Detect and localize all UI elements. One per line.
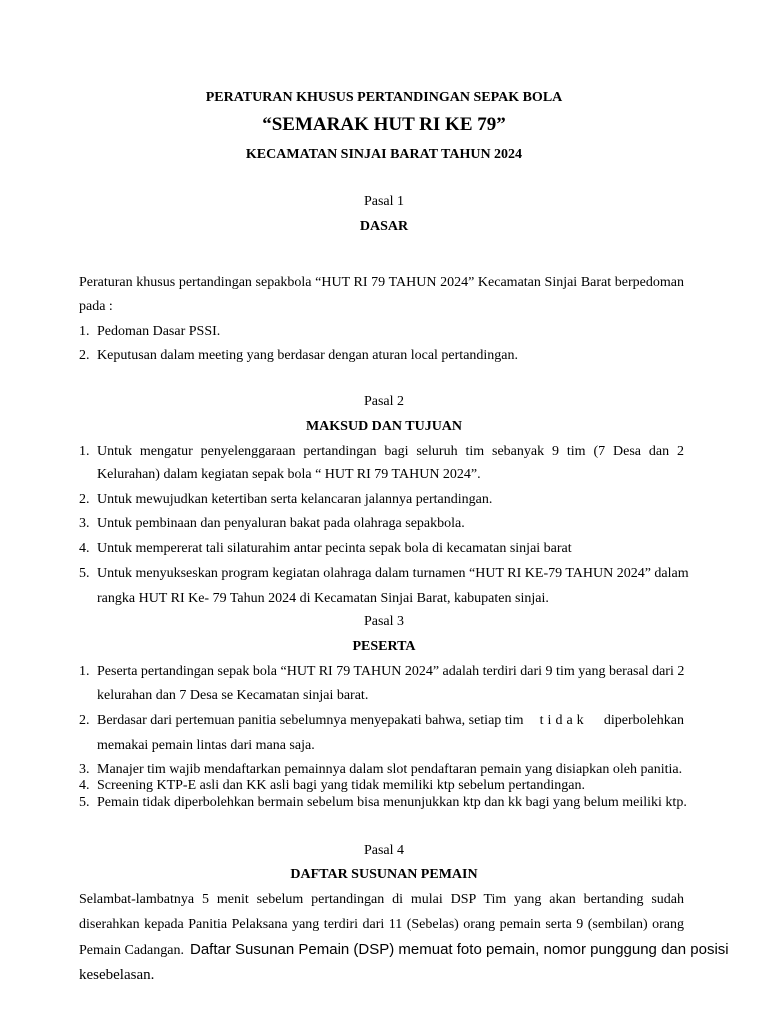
pasal-3-item-5-number: 5. [79, 795, 90, 810]
pasal-3-number: Pasal 3 [363, 614, 405, 629]
pasal-4-line-2: diserahkan kepada Panitia Pelaksana yang terdiri dari 11 (Sebelas) orang pemain serta 9 (sembilan) orang [79, 917, 684, 932]
pasal-2-item-5-number: 5. [79, 566, 90, 581]
pasal-3-item-2-line-1 [97, 713, 684, 729]
pasal-4-line-1: Selambat-lambatnya 5 menit sebelum pertandingan di mulai DSP Tim yang akan bertanding sudah [79, 892, 684, 907]
pasal-3-item-1-line-1: Peserta pertandingan sepak bola “HUT RI 79 TAHUN 2024” adalah terdiri dari 9 tim yang berasal dari 2 [97, 664, 685, 679]
pasal-1-item-2-number: 2. [79, 348, 90, 363]
pasal-2-item-2-number: 2. [79, 492, 90, 507]
pasal-2-item-1-number: 1. [79, 444, 90, 459]
pasal-3-item-3-text: Manajer tim wajib mendaftarkan pemainnya dalam slot pendaftaran pemain yang disiapkan oleh panitia. [97, 762, 683, 777]
pasal-1-intro-line-2: pada : [79, 299, 113, 314]
pasal-2-number: Pasal 2 [363, 394, 405, 409]
pasal-3-heading: PESERTA [352, 639, 416, 654]
pasal-1-intro-line-1: Peraturan khusus pertandingan sepakbola “HUT RI 79 TAHUN 2024” Kecamatan Sinjai Barat berpedoman [79, 275, 684, 290]
pasal-2-item-5-line-1: Untuk menyukseskan program kegiatan olahraga dalam turnamen “HUT RI KE-79 TAHUN 2024” dalam [97, 566, 689, 581]
pasal-3-item-5-text: Pemain tidak diperbolehkan bermain sebelum bisa menunjukkan ktp dan kk bagi yang belum meiliki ktp. [97, 795, 687, 810]
pasal-4-line-3-a: Pemain Cadangan. [79, 943, 184, 958]
pasal-4-line-3-b: Daftar Susunan Pemain (DSP) memuat foto pemain, nomor punggung dan posisi [189, 941, 729, 958]
document-title: PERATURAN KHUSUS PERTANDINGAN SEPAK BOLA [205, 90, 563, 105]
pasal-1-number: Pasal 1 [363, 194, 405, 209]
pasal-2-item-5-line-2: rangka HUT RI Ke- 79 Tahun 2024 di Kecamatan Sinjai Barat, kabupaten sinjai. [97, 591, 549, 606]
pasal-4-line-4: kesebelasan. [79, 967, 155, 983]
pasal-3-item-1-line-2: kelurahan dan 7 Desa se Kecamatan sinjai barat. [97, 688, 369, 703]
pasal-4-heading: DAFTAR SUSUNAN PEMAIN [290, 867, 478, 882]
pasal-3-item-2-text-c: diperbolehkan [603, 713, 684, 728]
document-subtitle: KECAMATAN SINJAI BARAT TAHUN 2024 [245, 147, 523, 162]
pasal-2-heading: MAKSUD DAN TUJUAN [305, 419, 463, 434]
pasal-2-item-4-number: 4. [79, 541, 90, 556]
pasal-3-item-2-text-emphasis: tidak [539, 713, 588, 728]
pasal-1-item-2-text: Keputusan dalam meeting yang berdasar dengan aturan local pertandingan. [97, 348, 519, 363]
pasal-3-item-2-line-2: memakai pemain lintas dari mana saja. [97, 738, 315, 753]
pasal-2-item-3-text: Untuk pembinaan dan penyaluran bakat pada olahraga sepakbola. [97, 516, 465, 531]
pasal-3-item-4-text: Screening KTP-E asli dan KK asli bagi yang tidak memiliki ktp sebelum pertandingan. [97, 778, 585, 793]
pasal-2-item-1-line-2: Kelurahan) dalam kegiatan sepak bola “ HUT RI 79 TAHUN 2024”. [97, 467, 481, 482]
pasal-3-item-1-number: 1. [79, 664, 90, 679]
pasal-3-item-2-number: 2. [79, 713, 90, 728]
pasal-2-item-1-line-1: Untuk mengatur penyelenggaraan pertandingan bagi seluruh tim sebanyak 9 tim (7 Desa dan 2 [97, 444, 684, 459]
pasal-1-heading: DASAR [359, 219, 409, 234]
pasal-2-item-3-number: 3. [79, 516, 90, 531]
pasal-4-line-3 [79, 941, 729, 959]
pasal-3-item-4-number: 4. [79, 778, 90, 793]
pasal-3-item-2-text-a: Berdasar dari pertemuan panitia sebelumnya menyepakati bahwa, setiap tim [97, 713, 524, 728]
pasal-3-item-3-number: 3. [79, 762, 90, 777]
pasal-4-number: Pasal 4 [363, 843, 405, 858]
pasal-1-item-1-text: Pedoman Dasar PSSI. [97, 324, 221, 339]
pasal-1-item-1-number: 1. [79, 324, 90, 339]
event-title: “SEMARAK HUT RI KE 79” [262, 114, 506, 135]
pasal-2-item-2-text: Untuk mewujudkan ketertiban serta kelancaran jalannya pertandingan. [97, 492, 493, 507]
pasal-2-item-4-text: Untuk mempererat tali silaturahim antar pecinta sepak bola di kecamatan sinjai barat [97, 541, 572, 556]
